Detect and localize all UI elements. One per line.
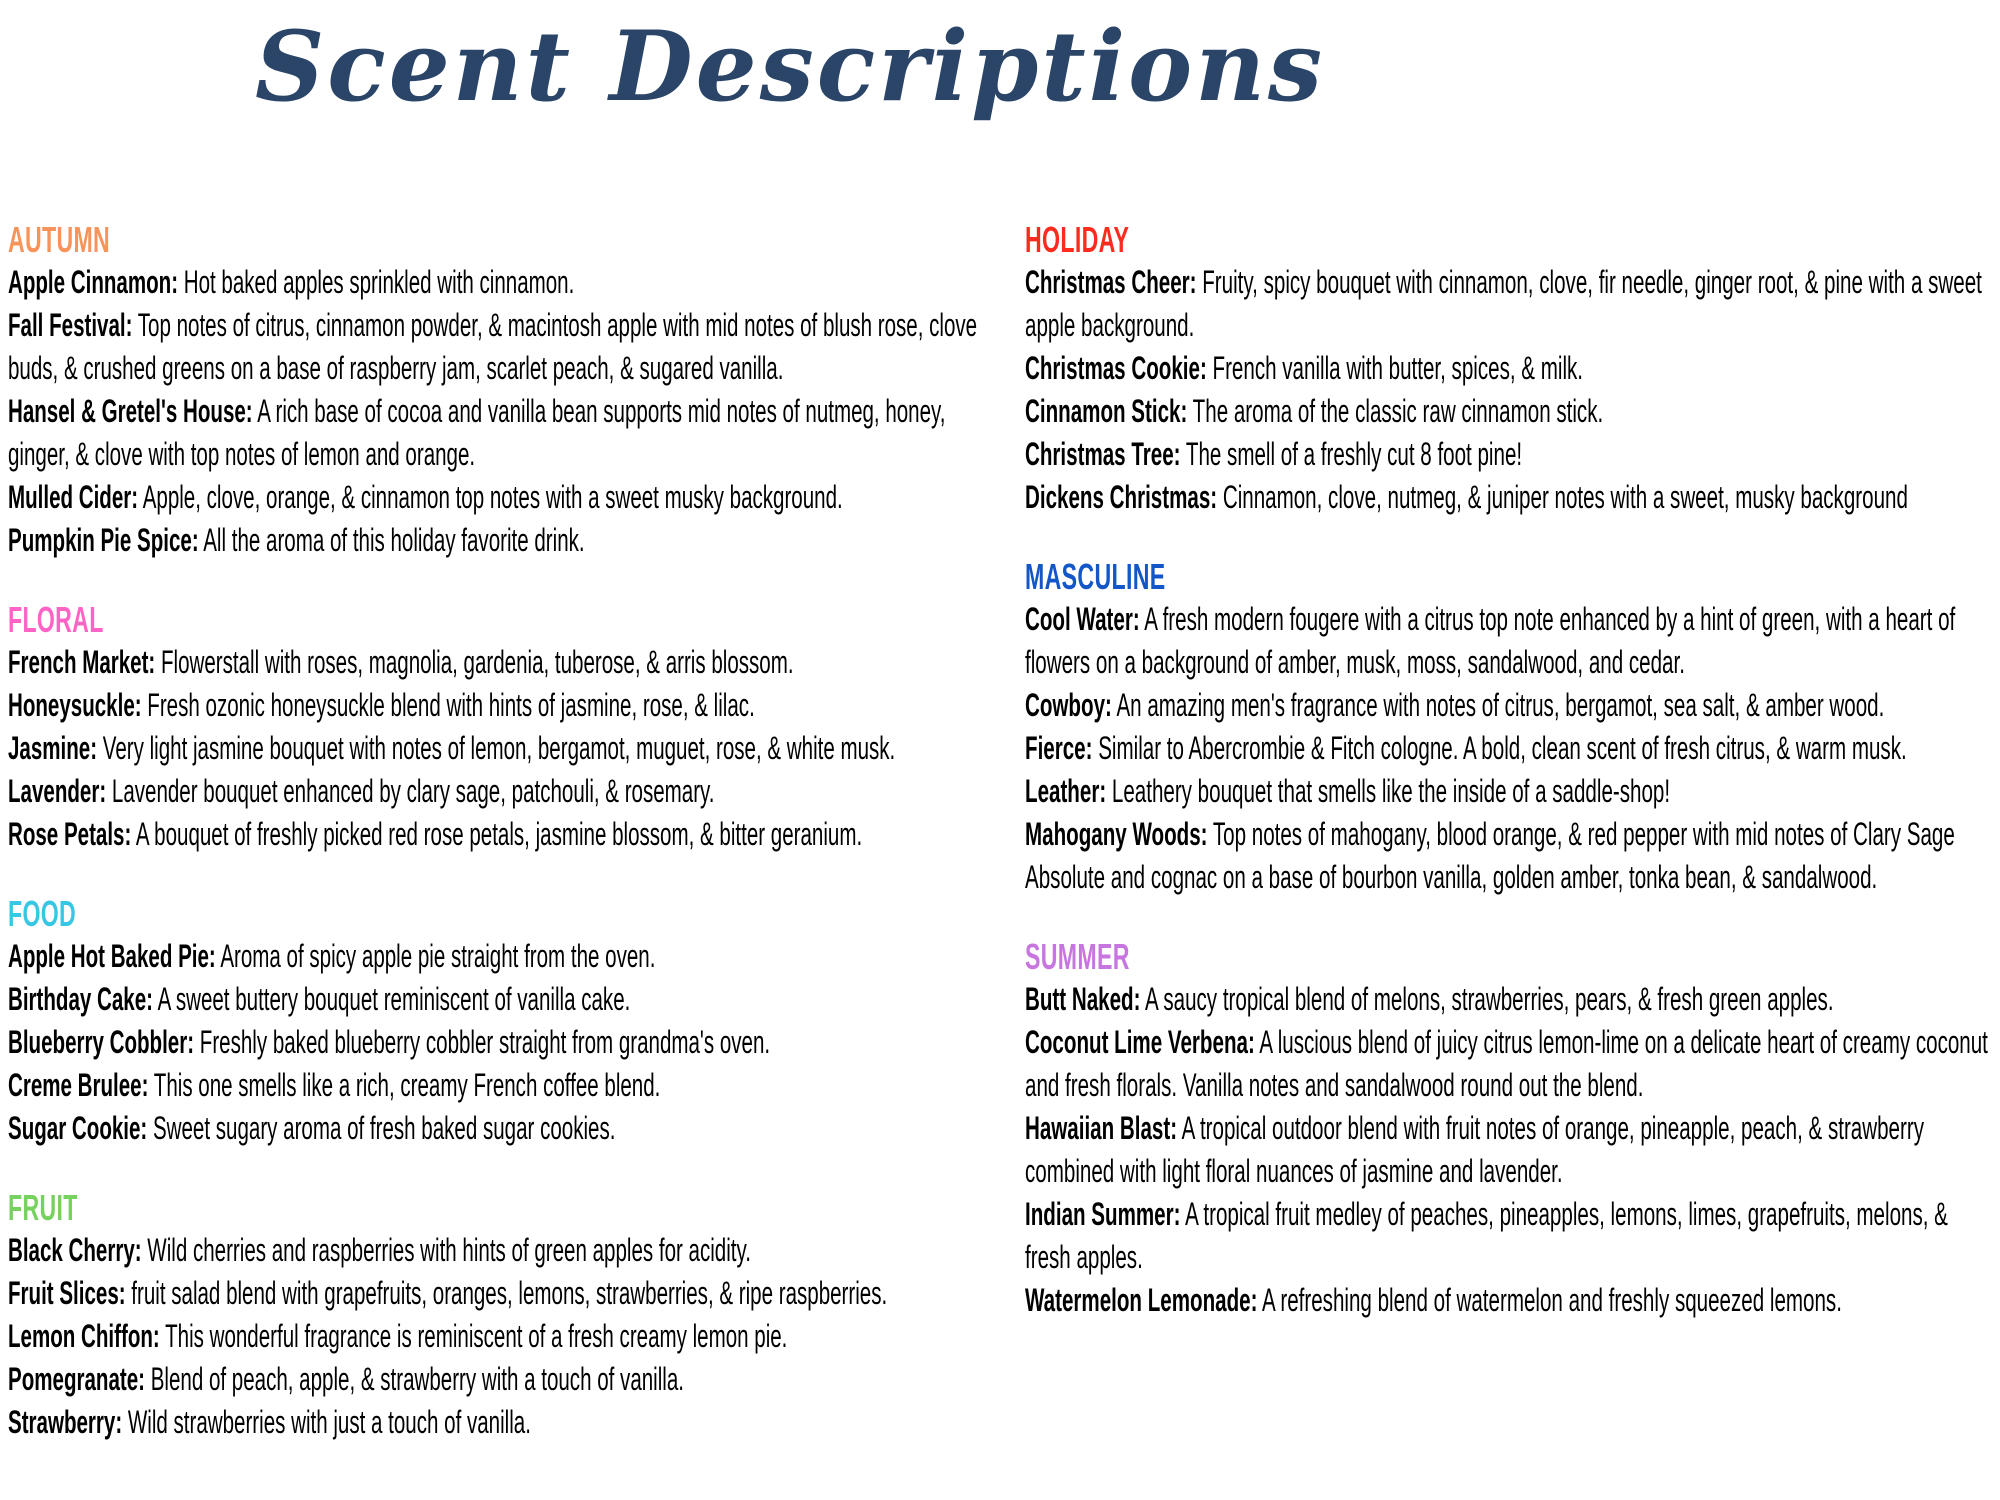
scent-name: Rose Petals:: [8, 816, 132, 852]
scent-section: [8, 218, 1010, 562]
scent-section: [8, 892, 1010, 1150]
scent-section: [8, 1186, 1010, 1444]
section-header: MASCULINE: [1025, 556, 1166, 597]
scent-name: French Market:: [8, 644, 156, 680]
scent-name: Lavender:: [8, 773, 107, 809]
scent-name: Cowboy:: [1025, 687, 1112, 723]
scent-description: A fresh modern fougere with a citrus top note enhanced by a hint of green, with a heart of flowers on a background of amber, musk, moss, sandalwood, and cedar.: [1025, 601, 1956, 680]
scent-description: Leathery bouquet that smells like the inside of a saddle-shop!: [1111, 773, 1671, 809]
scent-item: [1025, 261, 1990, 347]
scent-description: A sweet buttery bouquet reminiscent of vanilla cake.: [157, 981, 631, 1017]
scent-item: [8, 1021, 1010, 1064]
scent-name: Apple Hot Baked Pie:: [8, 938, 216, 974]
section-header: FLORAL: [8, 599, 104, 640]
scent-description: fruit salad blend with grapefruits, oranges, lemons, strawberries, & ripe raspberries.: [131, 1275, 888, 1311]
scent-description: Very light jasmine bouquet with notes of lemon, bergamot, muguet, rose, & white musk.: [102, 730, 896, 766]
scent-description: French vanilla with butter, spices, & milk.: [1212, 350, 1584, 386]
scent-item: [8, 1229, 1010, 1272]
scent-name: Apple Cinnamon:: [8, 264, 179, 300]
scent-name: Honeysuckle:: [8, 687, 142, 723]
scent-description: Top notes of mahogany, blood orange, & red pepper with mid notes of Clary Sage Absolute and cognac on a base of bourbon vanilla, golden amber, tonka bean, & sandalwood.: [1025, 816, 1955, 895]
scent-description: Top notes of citrus, cinnamon powder, & macintosh apple with mid notes of blush rose, clove buds, & crushed greens on a base of raspberry jam, scarlet peach, & sugared vanilla.: [8, 307, 978, 386]
scent-description: Blend of peach, apple, & strawberry with a touch of vanilla.: [150, 1361, 685, 1397]
scent-name: Blueberry Cobbler:: [8, 1024, 195, 1060]
scent-name: Christmas Cookie:: [1025, 350, 1207, 386]
section-items: [1025, 598, 1990, 899]
scent-description: Cinnamon, clove, nutmeg, & juniper notes with a sweet, musky background: [1222, 479, 1908, 515]
scent-name: Watermelon Lemonade:: [1025, 1282, 1258, 1318]
scent-item: [8, 1315, 1010, 1358]
scent-item: [1025, 978, 1990, 1021]
scent-item: [8, 935, 1010, 978]
scent-item: [1025, 1279, 1990, 1322]
scent-name: Mulled Cider:: [8, 479, 139, 515]
scent-description: Fruity, spicy bouquet with cinnamon, clove, fir needle, ginger root, & pine with a sweet apple background.: [1025, 264, 1982, 343]
scent-description: Wild strawberries with just a touch of vanilla.: [127, 1404, 531, 1440]
scent-description: Wild cherries and raspberries with hints of green apples for acidity.: [147, 1232, 751, 1268]
scent-description: Freshly baked blueberry cobbler straight from grandma's oven.: [199, 1024, 771, 1060]
scent-item: [1025, 813, 1990, 899]
scent-name: Christmas Cheer:: [1025, 264, 1197, 300]
scent-name: Indian Summer:: [1025, 1196, 1181, 1232]
section-items: [1025, 261, 1990, 519]
scent-section: [1025, 935, 1990, 1322]
scent-item: [1025, 1021, 1990, 1107]
scent-item: [8, 1358, 1010, 1401]
scent-name: Pomegranate:: [8, 1361, 145, 1397]
scent-description: This one smells like a rich, creamy French coffee blend.: [153, 1067, 661, 1103]
scent-description: Apple, clove, orange, & cinnamon top notes with a sweet musky background.: [142, 479, 843, 515]
scent-name: Coconut Lime Verbena:: [1025, 1024, 1255, 1060]
scent-name: Birthday Cake:: [8, 981, 153, 1017]
scent-item: [1025, 390, 1990, 433]
scent-description: This wonderful fragrance is reminiscent of a fresh creamy lemon pie.: [165, 1318, 788, 1354]
scent-name: Christmas Tree:: [1025, 436, 1181, 472]
section-items: [1025, 978, 1990, 1322]
scent-description: The smell of a freshly cut 8 foot pine!: [1185, 436, 1523, 472]
scent-item: [8, 978, 1010, 1021]
section-items: [8, 1229, 1010, 1444]
scent-description: All the aroma of this holiday favorite drink.: [203, 522, 585, 558]
scent-name: Fall Festival:: [8, 307, 133, 343]
scent-item: [8, 727, 1010, 770]
scent-item: [8, 1107, 1010, 1150]
scent-name: Fruit Slices:: [8, 1275, 126, 1311]
scent-description: A refreshing blend of watermelon and freshly squeezed lemons.: [1262, 1282, 1842, 1318]
scent-name: Cinnamon Stick:: [1025, 393, 1188, 429]
scent-item: [8, 813, 1010, 856]
scent-description: A saucy tropical blend of melons, strawberries, pears, & fresh green apples.: [1145, 981, 1834, 1017]
scent-description: The aroma of the classic raw cinnamon stick.: [1192, 393, 1604, 429]
column-left: [8, 218, 1010, 1480]
scent-description: Lavender bouquet enhanced by clary sage, patchouli, & rosemary.: [111, 773, 715, 809]
page-title: Scent Descriptions: [254, 10, 1326, 123]
section-header: SUMMER: [1025, 936, 1130, 977]
scent-description: Aroma of spicy apple pie straight from the oven.: [220, 938, 656, 974]
section-items: [8, 641, 1010, 856]
scent-name: Strawberry:: [8, 1404, 123, 1440]
scent-item: [8, 519, 1010, 562]
scent-item: [8, 390, 1010, 476]
section-header: FRUIT: [8, 1187, 78, 1228]
scent-item: [8, 1064, 1010, 1107]
scent-item: [8, 476, 1010, 519]
scent-name: Leather:: [1025, 773, 1107, 809]
scent-item: [1025, 727, 1990, 770]
scent-description: Flowerstall with roses, magnolia, gardenia, tuberose, & arris blossom.: [160, 644, 794, 680]
scent-item: [8, 684, 1010, 727]
scent-item: [1025, 684, 1990, 727]
scent-item: [8, 641, 1010, 684]
scent-name: Pumpkin Pie Spice:: [8, 522, 199, 558]
scent-description: Hot baked apples sprinkled with cinnamon.: [183, 264, 575, 300]
scent-description: A bouquet of freshly picked red rose petals, jasmine blossom, & bitter geranium.: [135, 816, 863, 852]
scent-name: Mahogany Woods:: [1025, 816, 1208, 852]
column-right: [1025, 218, 1990, 1358]
scent-description: A tropical fruit medley of peaches, pineapples, lemons, limes, grapefruits, melons, & fresh apples.: [1025, 1196, 1948, 1275]
scent-description: Sweet sugary aroma of fresh baked sugar cookies.: [152, 1110, 616, 1146]
scent-item: [1025, 1107, 1990, 1193]
scent-name: Hawaiian Blast:: [1025, 1110, 1178, 1146]
scent-item: [8, 1401, 1010, 1444]
scent-name: Creme Brulee:: [8, 1067, 149, 1103]
scent-name: Sugar Cookie:: [8, 1110, 148, 1146]
scent-description: Fresh ozonic honeysuckle blend with hints of jasmine, rose, & lilac.: [147, 687, 755, 723]
scent-name: Dickens Christmas:: [1025, 479, 1218, 515]
section-items: [8, 935, 1010, 1150]
scent-item: [8, 770, 1010, 813]
scent-item: [8, 304, 1010, 390]
scent-name: Cool Water:: [1025, 601, 1140, 637]
scent-name: Black Cherry:: [8, 1232, 142, 1268]
scent-item: [8, 261, 1010, 304]
scent-item: [1025, 1193, 1990, 1279]
scent-section: [8, 598, 1010, 856]
scent-section: [1025, 555, 1990, 899]
scent-description: A rich base of cocoa and vanilla bean supports mid notes of nutmeg, honey, ginger, & clove with top notes of lemon and orange.: [8, 393, 946, 472]
scent-name: Butt Naked:: [1025, 981, 1141, 1017]
scent-name: Hansel & Gretel's House:: [8, 393, 253, 429]
section-items: [8, 261, 1010, 562]
scent-section: [1025, 218, 1990, 519]
scent-name: Jasmine:: [8, 730, 98, 766]
scent-item: [1025, 598, 1990, 684]
scent-name: Fierce:: [1025, 730, 1093, 766]
scent-description: A luscious blend of juicy citrus lemon-lime on a delicate heart of creamy coconut and fresh florals. Vanilla notes and sandalwood round out the blend.: [1025, 1024, 1988, 1103]
scent-item: [1025, 476, 1990, 519]
scent-description: An amazing men's fragrance with notes of citrus, bergamot, sea salt, & amber wood.: [1116, 687, 1885, 723]
section-header: HOLIDAY: [1025, 219, 1130, 260]
section-header: FOOD: [8, 893, 77, 934]
scent-item: [8, 1272, 1010, 1315]
scent-description: Similar to Abercrombie & Fitch cologne. A bold, clean scent of fresh citrus, & warm musk.: [1098, 730, 1907, 766]
scent-name: Lemon Chiffon:: [8, 1318, 160, 1354]
scent-item: [1025, 433, 1990, 476]
scent-description: A tropical outdoor blend with fruit notes of orange, pineapple, peach, & strawberry combined with light floral nuances of jasmine and lavender.: [1025, 1110, 1924, 1189]
scent-item: [1025, 770, 1990, 813]
section-header: AUTUMN: [8, 219, 111, 260]
scent-item: [1025, 347, 1990, 390]
